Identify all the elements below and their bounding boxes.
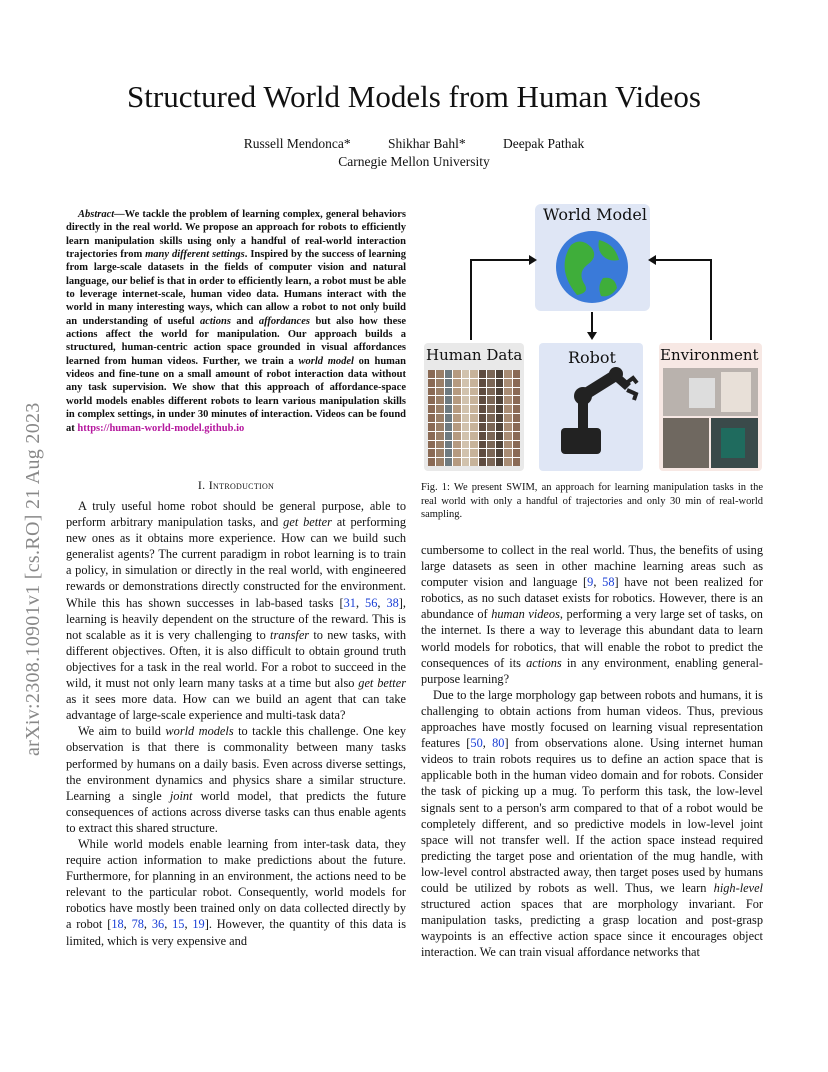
citation-link[interactable]: 18 <box>111 917 124 932</box>
paragraph: Due to the large morphology gap between robots and humans, it is challenging to obtain actions from human videos. Thus, previous approaches have mostly focused on learning visual representation features [50, 80] from observations alone. Using internet human videos to train robots requires us to define an action space that is applicable both in the human video domain and for robots. Consider the task of picking up a mug. To perform this task, the low-level signals sent to a person's arm compared to that of a robot would be completely different, and so predictive models in low-level joint space will not transfer well. If the action space instead required predicting the target pose and orientation of the mug handle, with low-level control abstracted away, then target poses used by humans could be utilized by robots as well. Thus, we learn high-level structured action spaces that are morphology invariant. For manipulation tasks, predicting a grasp location and post-grasp waypoints is an effective action space since it encourages object interaction. We can train visual affordance networks that <box>421 687 763 960</box>
video-thumbnail <box>470 432 477 440</box>
video-thumbnail <box>513 423 520 431</box>
video-thumbnail <box>504 432 511 440</box>
video-thumbnail <box>479 441 486 449</box>
video-thumbnail <box>453 441 460 449</box>
video-thumbnail <box>487 423 494 431</box>
video-thumbnail <box>496 449 503 457</box>
paper-title: Structured World Models from Human Videos <box>127 79 701 114</box>
video-thumbnail <box>462 458 469 466</box>
video-thumbnail <box>453 405 460 413</box>
citation-link[interactable]: 9 <box>587 575 594 590</box>
video-thumbnail <box>504 379 511 387</box>
video-thumbnail <box>479 423 486 431</box>
video-thumbnail <box>487 405 494 413</box>
video-thumbnail <box>436 405 443 413</box>
video-thumbnail <box>496 414 503 422</box>
video-thumbnail <box>470 441 477 449</box>
video-thumbnail <box>445 449 452 457</box>
video-thumbnail <box>504 370 511 378</box>
video-thumbnail <box>513 396 520 404</box>
abstract-text: and <box>230 315 259 327</box>
video-thumbnail <box>445 458 452 466</box>
video-thumbnail <box>428 370 435 378</box>
video-thumbnail <box>496 458 503 466</box>
video-thumbnail <box>513 414 520 422</box>
video-thumbnail <box>462 441 469 449</box>
video-thumbnail <box>453 370 460 378</box>
video-thumbnail <box>487 449 494 457</box>
citation-link[interactable]: 36 <box>151 917 165 932</box>
video-thumbnail <box>453 458 460 466</box>
citation-link[interactable]: 50 <box>470 736 483 751</box>
citation-link[interactable]: 56 <box>365 595 378 610</box>
video-thumbnail <box>496 388 503 396</box>
video-thumbnail <box>436 423 443 431</box>
video-thumbnail <box>496 396 503 404</box>
video-thumbnail <box>479 405 486 413</box>
video-thumbnail <box>445 414 452 422</box>
video-thumbnail <box>487 370 494 378</box>
abstract-emphasis: many different settings <box>145 249 245 261</box>
world-model-label: World Model <box>543 205 647 224</box>
paragraph: A truly useful home robot should be general purpose, able to perform arbitrary manipulation tasks, and get better at performing new ones as it obtains more experience. How can we build such generalist agents? The current paradigm in robot learning is to train a policy, in simulation or directly in the real world, with engineered rewards or demonstrations directly constructed for the environment. While this has shown successes in lab-based tasks [31, 56, 38], learning is heavily dependent on the structure of the reward. This is not scalable as it is very challenging to transfer to new tasks, with different objectives. Often, it is also difficult to obtain ground truth objectives for a task in the real world. For a robot to succeed in the wild, it must not only learn many tasks at a time but also get better as it sees more data. How can we build an agent that can take advantage of large-scale experience and multi-task data? <box>66 499 406 723</box>
paragraph: We aim to build world models to tackle this challenge. One key observation is that there is commonality between many tasks performed by humans on a daily basis. Even across diverse settings, the environment dynamics and physics share a similar structure. Learning a single joint world model, that predicts the future consequences of actions across diverse tasks can thus enable agents to extract this shared structure. <box>66 724 406 835</box>
video-thumbnail <box>428 432 435 440</box>
video-thumbnail <box>479 388 486 396</box>
video-thumbnail <box>513 370 520 378</box>
video-thumbnail <box>436 458 443 466</box>
video-thumbnail <box>470 396 477 404</box>
video-thumbnail <box>462 423 469 431</box>
citation-link[interactable]: 38 <box>386 595 399 610</box>
video-thumbnail <box>504 414 511 422</box>
video-thumbnail <box>462 449 469 457</box>
environment-label: Environment <box>660 346 759 364</box>
video-thumbnail <box>504 449 511 457</box>
video-thumbnail <box>445 423 452 431</box>
video-thumbnail <box>479 458 486 466</box>
abstract-text: . Inspired by the success of learning from large-scale datasets in the fields of computer vision and natural language, our belief is that in order to efficiently learn, a robot must be able to leverage internet-scale, human video data. Humans interact with the world in many interesting ways, which can allow a robot to not only build an understanding of useful <box>66 249 406 327</box>
video-thumbnail <box>470 379 477 387</box>
video-thumbnail <box>428 441 435 449</box>
video-thumbnail <box>428 405 435 413</box>
video-thumbnail <box>453 432 460 440</box>
video-thumbnail <box>496 441 503 449</box>
video-thumbnail <box>462 414 469 422</box>
video-thumbnail <box>436 388 443 396</box>
abstract-emphasis: actions <box>199 315 231 327</box>
video-thumbnail <box>445 396 452 404</box>
video-thumbnail <box>445 432 452 440</box>
video-thumbnail <box>479 370 486 378</box>
video-thumbnail <box>453 423 460 431</box>
author-name: Shikhar Bahl* <box>387 136 466 151</box>
video-thumbnail <box>436 441 443 449</box>
video-thumbnail <box>462 388 469 396</box>
video-thumbnail <box>496 423 503 431</box>
video-thumbnail <box>453 414 460 422</box>
video-thumbnail <box>428 449 435 457</box>
figure-caption: Fig. 1: We present SWIM, an approach for learning manipulation tasks in the real world with only a handful of trajectories and only 30 min of real-world sampling. <box>421 482 763 520</box>
video-thumbnail <box>513 405 520 413</box>
robot-label: Robot <box>568 348 616 367</box>
video-thumbnail <box>428 388 435 396</box>
video-thumbnail <box>504 396 511 404</box>
citation-link[interactable]: 19 <box>192 917 205 932</box>
author-name: Deepak Pathak <box>502 136 585 151</box>
video-thumbnail <box>504 441 511 449</box>
citation-link[interactable]: 58 <box>602 575 615 590</box>
video-thumbnail <box>445 370 452 378</box>
video-thumbnail <box>513 379 520 387</box>
author-name: Russell Mendonca* <box>243 136 351 151</box>
project-url-link[interactable]: https://human-world-model.github.io <box>77 422 245 434</box>
video-thumbnail <box>428 396 435 404</box>
video-thumbnail <box>479 414 486 422</box>
video-thumbnail <box>487 388 494 396</box>
video-thumbnail <box>487 396 494 404</box>
video-thumbnail <box>513 458 520 466</box>
abstract-emphasis: affordances <box>258 315 310 327</box>
video-thumbnail <box>496 379 503 387</box>
citation-link[interactable]: 78 <box>131 917 144 932</box>
video-thumbnail <box>513 388 520 396</box>
video-thumbnail <box>470 458 477 466</box>
video-thumbnail <box>513 449 520 457</box>
video-thumbnail <box>453 396 460 404</box>
affiliation: Carnegie Mellon University <box>338 154 490 169</box>
abstract-text: on human videos and fine-tune on a small amount of robot interaction data without any task supervision. We show that this approach of affordance-space world models enables different robots to learn various manipulation skills in complex settings, in under 30 minutes of interaction. Videos can be found at <box>66 355 406 434</box>
citation-link[interactable]: 31 <box>343 595 356 610</box>
abstract-emphasis: world model <box>298 355 354 367</box>
video-thumbnail <box>462 405 469 413</box>
citation-link[interactable]: 15 <box>172 917 185 932</box>
paragraph: cumbersome to collect in the real world. Thus, the benefits of using large datasets as seen in other machine learning areas such as computer vision and language [9, 58] have not been realized for robotics, as no such dataset exists for robotics. However, there is an abundance of human videos, performing a very large set of tasks, on the internet. Is there a way to leverage this abundant data to learn world models for robotics, that will enable the robot to predict the consequences of its actions in any environment, enabling general-purpose learning? <box>421 543 764 686</box>
video-thumbnail <box>479 449 486 457</box>
video-thumbnail <box>445 379 452 387</box>
video-thumbnail <box>470 388 477 396</box>
video-thumbnail <box>436 449 443 457</box>
video-thumbnail <box>470 370 477 378</box>
video-thumbnail <box>470 449 477 457</box>
video-thumbnail <box>436 432 443 440</box>
abstract-text: —We tackle the problem of learning complex, general behaviors directly in the real world. We propose an approach for robots to efficiently learn manipulation skills using only a handful of real-world interaction trajectories from <box>66 209 406 261</box>
video-thumbnail <box>428 414 435 422</box>
section-heading: I. Introduction <box>197 478 275 492</box>
video-thumbnail <box>487 414 494 422</box>
video-thumbnail <box>436 379 443 387</box>
video-thumbnail <box>445 388 452 396</box>
video-thumbnail <box>496 370 503 378</box>
video-thumbnail <box>436 414 443 422</box>
abstract-text: but also how these actions affect the world for manipulation. Our approach builds a structured, human-centric action space grounded in visual affordances learned from human videos. Further, we train a <box>66 315 406 367</box>
video-thumbnail <box>479 396 486 404</box>
video-thumbnail <box>504 405 511 413</box>
video-thumbnail <box>479 379 486 387</box>
abstract <box>66 208 406 435</box>
video-thumbnail <box>496 432 503 440</box>
video-thumbnail <box>496 405 503 413</box>
video-thumbnail <box>462 396 469 404</box>
video-thumbnail <box>436 370 443 378</box>
arxiv-side-stamp: arXiv:2308.10901v1 [cs.RO] 21 Aug 2023 <box>22 402 44 756</box>
video-thumbnail <box>462 379 469 387</box>
figure-swim-overview <box>421 200 763 480</box>
paragraph: While world models enable learning from inter-task data, they require action information to make predictions about the future. Furthermore, for planning in an environment, the actions need to be relevant to the particular robot. Consequently, world models for robotics have mostly been trained only on data collected directly by a robot [18, 78, 36, 15, 19]. However, the quantity of this data is limited, which is very expensive and <box>66 836 407 948</box>
video-thumbnail <box>453 449 460 457</box>
video-thumbnail <box>428 458 435 466</box>
video-thumbnail <box>470 405 477 413</box>
video-thumbnail <box>504 458 511 466</box>
video-thumbnail <box>428 423 435 431</box>
video-thumbnail <box>513 441 520 449</box>
abstract-label: Abstract <box>78 209 115 220</box>
left-column-body <box>66 498 406 949</box>
video-thumbnail <box>504 388 511 396</box>
video-thumbnail <box>487 441 494 449</box>
video-thumbnail <box>487 379 494 387</box>
video-thumbnail <box>453 379 460 387</box>
video-thumbnail <box>428 379 435 387</box>
right-column-body <box>421 542 763 960</box>
video-thumbnail <box>453 388 460 396</box>
video-thumbnail <box>470 414 477 422</box>
video-thumbnail <box>487 458 494 466</box>
video-thumbnail <box>436 396 443 404</box>
author-list <box>0 135 828 153</box>
human-data-label: Human Data <box>426 346 523 364</box>
citation-link[interactable]: 80 <box>492 736 505 751</box>
video-thumbnail <box>462 432 469 440</box>
video-thumbnail <box>462 370 469 378</box>
video-thumbnail <box>513 432 520 440</box>
video-thumbnail <box>504 423 511 431</box>
video-thumbnail <box>479 432 486 440</box>
video-thumbnail <box>487 432 494 440</box>
video-thumbnail <box>445 405 452 413</box>
environment-photo <box>663 418 709 468</box>
video-thumbnail <box>470 423 477 431</box>
human-video-mosaic <box>428 370 520 466</box>
video-thumbnail <box>445 441 452 449</box>
